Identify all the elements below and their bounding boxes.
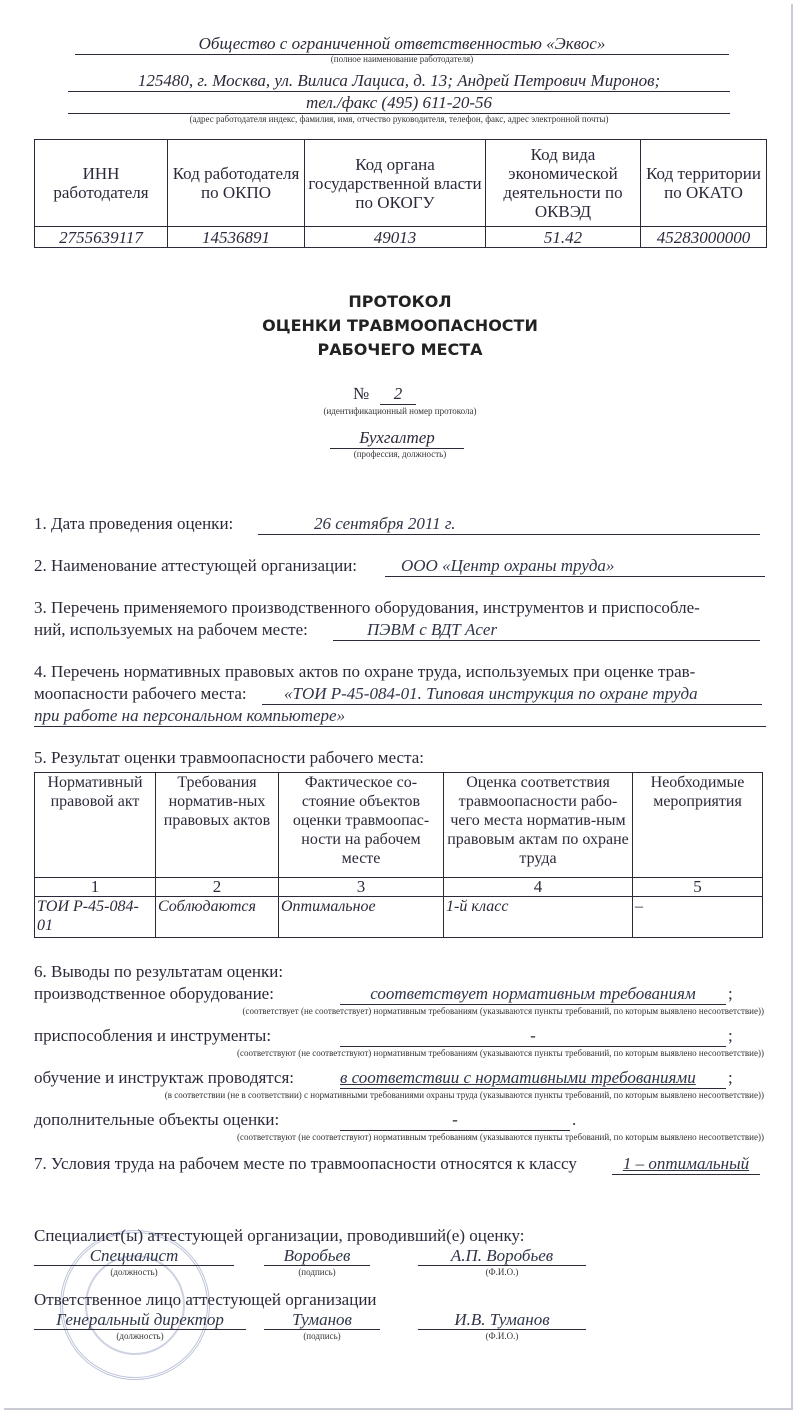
- item4-value-line2: при работе на персональном компьютере»: [34, 706, 766, 727]
- specialist-fullname: А.П. Воробьев: [450, 1246, 554, 1265]
- training-value: в соответствии с нормативными требованиями: [340, 1068, 726, 1089]
- tools-value: -: [340, 1026, 726, 1047]
- item7-label: 7. Условия труда на рабочем месте по травмоопасности относятся к классу: [34, 1154, 577, 1173]
- item2-value: ООО «Центр охраны труда»: [385, 556, 765, 577]
- training-semicolon: ;: [728, 1068, 733, 1087]
- result-header-cell: Требования норматив-ных правовых актов: [156, 773, 279, 878]
- training-caption: (в соответствии (не в соответствии) с нормативными требованиями охраны труда (указываются пункты требований, по которым выявлено несоответствие)): [164, 1090, 764, 1100]
- codes-value-cell: 49013: [305, 227, 486, 248]
- responsible-position-caption: (должность): [116, 1331, 164, 1341]
- specialist-signature: Воробьев: [283, 1246, 351, 1265]
- item2-label: 2. Наименование аттестующей организации:: [34, 556, 358, 575]
- equipment-caption: (соответствует (не соответствует) нормативным требованиям (указываются пункты требований, по которым выявлено несоответствие)): [242, 1006, 764, 1016]
- specialist-position: Специалист: [89, 1246, 179, 1265]
- item6-label: 6. Выводы по результатам оценки:: [34, 962, 284, 981]
- result-data-cell: ТОИ Р-45-084-01: [35, 897, 156, 938]
- responsible-fullname-caption: (Ф.И.О.): [485, 1331, 519, 1341]
- codes-value-cell: 51.42: [486, 227, 641, 248]
- result-header-cell: Необходимые мероприятия: [633, 773, 763, 878]
- profession-value: Бухгалтер: [330, 428, 464, 449]
- specialist-signature-line: [264, 1265, 370, 1266]
- protocol-number-value: 2: [380, 384, 416, 405]
- result-number-cell: 5: [633, 878, 763, 897]
- responsible-fullname-line: [418, 1329, 586, 1330]
- item3-line1: 3. Перечень применяемого производственного оборудования, инструментов и приспособле-: [34, 598, 700, 617]
- item7-value: 1 – оптимальный: [612, 1154, 760, 1175]
- result-header-row: [35, 773, 763, 878]
- codes-value-cell: 2755639117: [35, 227, 168, 248]
- responsible-signature-line: [264, 1329, 380, 1330]
- employer-address-line1: 125480, г. Москва, ул. Вилиса Лациса, д. 13; Андрей Петрович Миронов;: [68, 71, 730, 92]
- result-table: [34, 772, 763, 938]
- result-number-row: [35, 878, 763, 897]
- result-number-cell: 1: [35, 878, 156, 897]
- responsible-fullname: И.В. Туманов: [454, 1310, 550, 1329]
- equipment-value: соответствует нормативным требованиям: [340, 984, 726, 1005]
- extra-label: дополнительные объекты оценки:: [34, 1110, 280, 1129]
- specialist-position-caption: (должность): [110, 1267, 158, 1277]
- item4-line1: 4. Перечень нормативных правовых актов по охране труда, используемых при оценке трав-: [34, 662, 696, 681]
- result-header-cell: Оценка соответствия травмоопасности рабо-чего места норматив-ным правовым актам по охране труда: [444, 773, 633, 878]
- extra-value: -: [340, 1110, 570, 1131]
- employer-name: Общество с ограниченной ответственностью «Эквос»: [75, 34, 729, 55]
- specialist-position-line: [34, 1265, 234, 1266]
- responsible-signature-caption: (подпись): [303, 1331, 341, 1341]
- result-data-cell: –: [633, 897, 763, 938]
- extra-caption: (соответствуют (не соответствуют) нормативным требованиям (указываются пункты требований, по которым выявлено несоответствие)): [237, 1132, 764, 1142]
- tools-label: приспособления и инструменты:: [34, 1026, 272, 1045]
- result-data-cell: Соблюдаются: [156, 897, 279, 938]
- item3-line2: ний, используемых на рабочем месте:: [34, 620, 308, 639]
- protocol-title-line1: ПРОТОКОЛ: [348, 292, 452, 311]
- codes-header-cell: Код вида экономической деятельности по ОКВЭД: [486, 140, 641, 227]
- protocol-number-label: №: [353, 384, 370, 403]
- result-header-cell: Фактическое со-стояние объектов оценки травмоопас-ности на рабочем месте: [279, 773, 444, 878]
- specialist-label: Специалист(ы) аттестующей организации, проводивший(е) оценку:: [34, 1226, 525, 1245]
- codes-value-cell: 45283000000: [641, 227, 767, 248]
- codes-value-row: [35, 227, 767, 248]
- tools-semicolon: ;: [728, 1026, 733, 1045]
- protocol-title-line2: ОЦЕНКИ ТРАВМООПАСНОСТИ: [262, 316, 538, 335]
- codes-header-cell: Код территории по ОКАТО: [641, 140, 767, 227]
- responsible-signature: Туманов: [292, 1310, 352, 1329]
- responsible-position: Генеральный директор: [56, 1310, 224, 1329]
- specialist-fullname-caption: (Ф.И.О.): [485, 1267, 519, 1277]
- tools-caption: (соответствуют (не соответствуют) нормативным требованиям (указываются пункты требований, по которым выявлено несоответствие)): [237, 1048, 764, 1058]
- employer-name-caption: (полное наименование работодателя): [330, 54, 474, 64]
- responsible-label: Ответственное лицо аттестующей организации: [34, 1290, 377, 1309]
- training-label: обучение и инструктаж проводятся:: [34, 1068, 295, 1087]
- item4-value-line1: «ТОИ Р-45-084-01. Типовая инструкция по охране труда: [262, 684, 762, 705]
- item4-line2: моопасности рабочего места:: [34, 684, 247, 703]
- result-data-cell: 1-й класс: [444, 897, 633, 938]
- result-number-cell: 2: [156, 878, 279, 897]
- employer-address-line2: тел./факс (495) 611-20-56: [68, 93, 730, 114]
- item3-value: ПЭВМ с ВДТ Acer: [333, 620, 760, 641]
- item1-value: 26 сентября 2011 г.: [258, 514, 760, 535]
- codes-header-cell: ИНН работодателя: [35, 140, 168, 227]
- codes-header-cell: Код работодателя по ОКПО: [168, 140, 305, 227]
- responsible-position-line: [34, 1329, 246, 1330]
- protocol-number-caption: (идентификационный номер протокола): [323, 406, 477, 416]
- result-data-cell: Оптимальное: [279, 897, 444, 938]
- codes-header-cell: Код органа государственной власти по ОКОГУ: [305, 140, 486, 227]
- equipment-label: производственное оборудование:: [34, 984, 274, 1003]
- codes-value-cell: 14536891: [168, 227, 305, 248]
- protocol-title-line3: РАБОЧЕГО МЕСТА: [317, 340, 483, 359]
- profession-caption: (профессия, должность): [353, 449, 447, 459]
- equipment-semicolon: ;: [728, 984, 733, 1003]
- result-number-cell: 4: [444, 878, 633, 897]
- result-number-cell: 3: [279, 878, 444, 897]
- employer-codes-table: [34, 139, 767, 248]
- extra-period: .: [572, 1110, 577, 1129]
- codes-header-row: [35, 140, 767, 227]
- result-header-cell: Нормативный правовой акт: [35, 773, 156, 878]
- item1-label: 1. Дата проведения оценки:: [34, 514, 234, 533]
- result-data-row: [35, 897, 763, 938]
- employer-address-caption: (адрес работодателя индекс, фамилия, имя, отчество руководителя, телефон, факс, адрес электронной почты): [189, 114, 609, 124]
- specialist-signature-caption: (подпись): [298, 1267, 336, 1277]
- item5-label: 5. Результат оценки травмоопасности рабочего места:: [34, 748, 424, 767]
- specialist-fullname-line: [418, 1265, 586, 1266]
